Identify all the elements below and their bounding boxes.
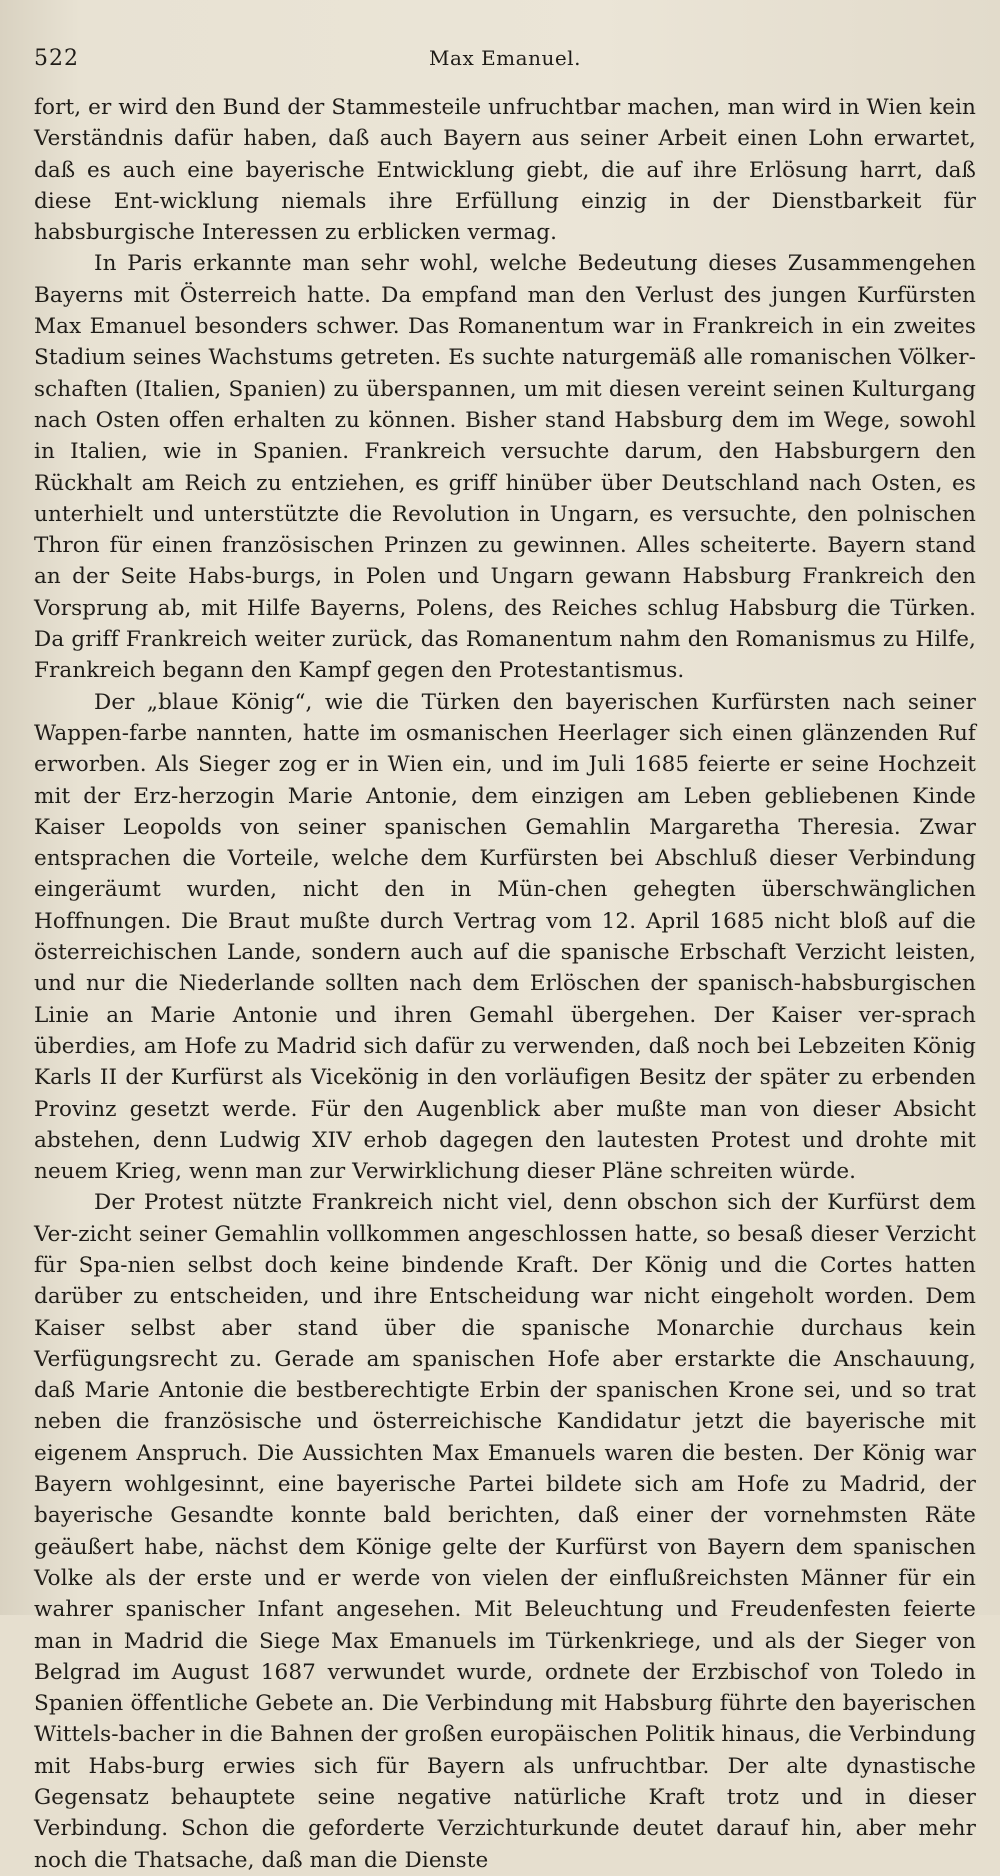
paragraph-protest: Der Protest nützte Frankreich nicht viel, denn obschon sich der Kurfürst dem Ver-zicht seiner Gemahlin vollkommen angeschlossen hatte, so besaß dieser Verzicht für Spa-nien selbst doch keine bindende Kraft. Der König und die Cortes hatten darüber zu entscheiden, und ihre Entscheidung war nicht eingeholt worden. Dem Kaiser selbst aber stand über die spanische Monarchie durchaus kein Verfügungsrecht zu. Gerade am spanischen Hofe aber erstarkte die Anschauung, daß Marie Antonie die bestberechtigte Erbin der spanischen Krone sei, und so trat neben die französische und österreichische Kandidatur jetzt die bayerische mit eigenem Anspruch. Die Aussichten Max Emanuels waren die besten. Der König war Bayern wohlgesinnt, eine bayerische Partei bildete sich am Hofe zu Madrid, der bayerische Gesandte konnte bald berichten, daß einer der vornehmsten Räte geäußert habe, nächst dem Könige gelte der Kurfürst von Bayern dem spanischen Volke als der erste und er werde von vielen der einflußreichsten Männer für ein wahrer spanischer Infant angesehen. Mit Beleuchtung und Freudenfesten feierte man in Madrid die Siege Max Emanuels im Türkenkriege, und als der Sieger von Belgrad im August 1687 verwundet wurde, ordnete der Erzbischof von Toledo in Spanien öffentliche Gebete an. Die Verbindung mit Habsburg führte den bayerischen Wittels-bacher in die Bahnen der großen europäischen Politik hinaus, die Verbindung mit Habs-burg erwies sich für Bayern als unfruchtbar. Der alte dynastische Gegensatz behauptete seine negative natürliche Kraft trotz und in dieser Verbindung. Schon die geforderte Verzichturkunde deutet darauf hin, aber mehr noch die Thatsache, daß man die Dienste <box>34 1190 976 1873</box>
paragraph-paris: In Paris erkannte man sehr wohl, welche Bedeutung dieses Zusammengehen Bayerns mit Österreich hatte. Da empfand man den Verlust des jungen Kurfürsten Max Emanuel besonders schwer. Das Romanentum war in Frankreich in ein zweites Stadium seines Wachstums getreten. Es suchte naturgemäß alle romanischen Völker-schaften (Italien, Spanien) zu überspannen, um mit diesen vereint seinen Kulturgang nach Osten offen erhalten zu können. Bisher stand Habsburg dem im Wege, sowohl in Italien, wie in Spanien. Frankreich versuchte darum, den Habsburgern den Rückhalt am Reich zu entziehen, es griff hinüber über Deutschland nach Osten, es unterhielt und unterstützte die Revolution in Ungarn, es versuchte, den polnischen Thron für einen französischen Prinzen zu gewinnen. Alles scheiterte. Bayern stand an der Seite Habs-burgs, in Polen und Ungarn gewann Habsburg Frankreich den Vorsprung ab, mit Hilfe Bayerns, Polens, des Reiches schlug Habsburg die Türken. Da griff Frankreich weiter zurück, das Romanentum nahm den Romanismus zu Hilfe, Frankreich begann den Kampf gegen den Protestantismus. <box>34 251 976 684</box>
paragraph-blue-king: Der „blaue König“, wie die Türken den bayerischen Kurfürsten nach seiner Wappen-farbe nannten, hatte im osmanischen Heerlager sich einen glänzenden Ruf erworben. Als Sieger zog er in Wien ein, und im Juli 1685 feierte er seine Hochzeit mit der Erz-herzogin Marie Antonie, dem einzigen am Leben gebliebenen Kinde Kaiser Leopolds von seiner spanischen Gemahlin Margaretha Theresia. Zwar entsprachen die Vorteile, welche dem Kurfürsten bei Abschluß dieser Verbindung eingeräumt wurden, nicht den in Mün-chen gehegten überschwänglichen Hoffnungen. Die Braut mußte durch Vertrag vom 12. April 1685 nicht bloß auf die österreichischen Lande, sondern auch auf die spanische Erbschaft Verzicht leisten, und nur die Niederlande sollten nach dem Erlöschen der spanisch-habsburgischen Linie an Marie Antonie und ihren Gemahl übergehen. Der Kaiser ver-sprach überdies, am Hofe zu Madrid sich dafür zu verwenden, daß noch bei Lebzeiten König Karls II der Kurfürst als Vicekönig in den vorläufigen Besitz der später zu erbenden Provinz gesetzt werde. Für den Augenblick aber mußte man von dieser Absicht abstehen, denn Ludwig XIV erhob dagegen den lautesten Protest und drohte mit neuem Krieg, wenn man zur Verwirklichung dieser Pläne schreiten würde. <box>34 689 976 1185</box>
body-text <box>34 92 976 1876</box>
page-header <box>34 46 976 86</box>
page-number: 522 <box>34 46 79 71</box>
paragraph-continuation: fort, er wird den Bund der Stammesteile unfruchtbar machen, man wird in Wien kein Verständnis dafür haben, daß auch Bayern aus seiner Arbeit einen Lohn erwartet, daß es auch eine bayerische Entwicklung giebt, die auf ihre Erlösung harrt, daß diese Ent-wicklung niemals ihre Erfüllung einzig in der Dienstbarkeit für habsburgische Interessen zu erblicken vermag. <box>34 95 976 246</box>
running-title: Max Emanuel. <box>429 46 581 70</box>
